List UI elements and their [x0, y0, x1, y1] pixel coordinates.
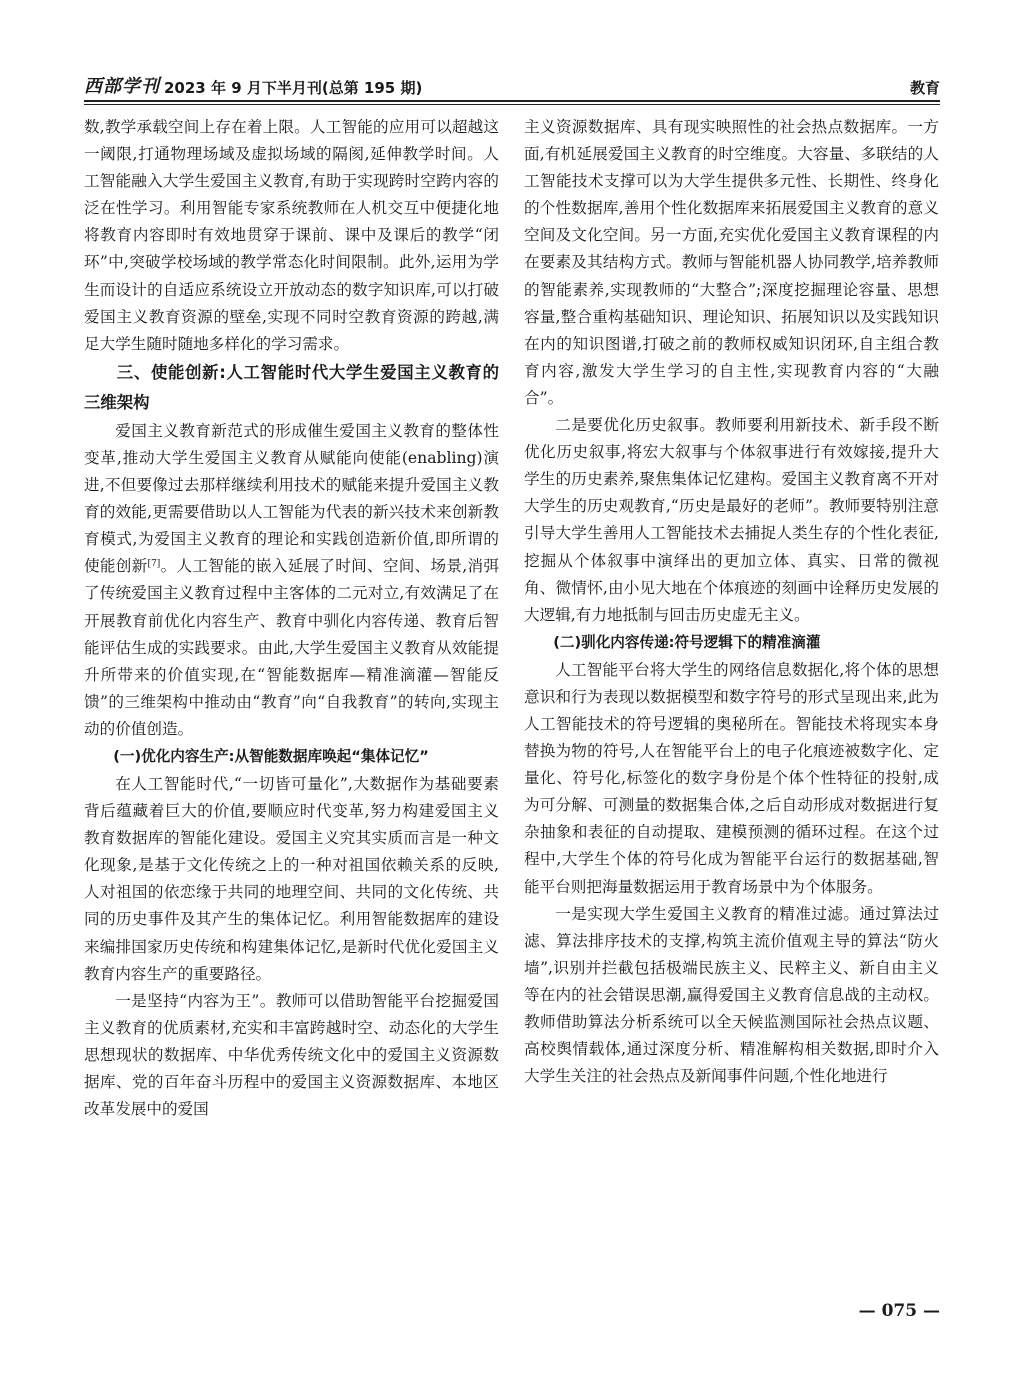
- citation-ref: [7]: [147, 559, 161, 570]
- section-name: 教育: [909, 79, 940, 97]
- left-column: [84, 114, 499, 1123]
- paragraph: 二是要优化历史叙事。教师要利用新技术、新手段不断优化历史叙事,将宏大叙事与个体叙事进行有效嫁接,提升大学生的历史素养,聚焦集体记忆建构。爱国主义教育离不开对大学生的历史观教育,“历史是最好的老师”。教师要特别注意引导大学生善用人工智能技术去捕捉人类生存的个性化表征,挖掘从个体叙事中演绎出的更加立体、真实、日常的微视角、微情怀,由小见大地在个体痕迹的刻画中诠释历史发展的大逻辑,有力地抵制与回击历史虚无主义。: [524, 416, 939, 624]
- paragraph-text: 。人工智能的嵌入延展了时间、空间、场景,消弭了传统爱国主义教育过程中主客体的二元对立,有效满足了在开展教育前优化内容生产、教育中驯化内容传递、教育后智能评估生成的实践要求。由此,大学生爱国主义教育从效能提升所带来的价值实现,在“智能数据库—精准滴灌—智能反馈”的三维架构中推动由“教育”向“自我教育”的转向,实现主动的价值创造。: [84, 557, 499, 738]
- paragraph: 在人工智能时代,“一切皆可量化”,大数据作为基础要素背后蕴藏着巨大的价值,要顺应时代变革,努力构建爱国主义教育数据库的智能化建设。爱国主义究其实质而言是一种文化现象,是基于文化传统之上的一种对祖国依赖关系的反映,人对祖国的依恋缘于共同的地理空间、共同的文化传统、共同的历史事件及其产生的集体记忆。利用智能数据库的建设来编排国家历史传统和构建集体记忆,是新时代优化爱国主义教育内容生产的重要路径。: [84, 774, 499, 983]
- page-number: — 075 —: [858, 1301, 940, 1321]
- header-left: [84, 72, 422, 98]
- running-header: [84, 68, 940, 98]
- issue-info: 2023 年 9 月下半月刊(总第 195 期): [164, 79, 423, 97]
- subsection-heading: (二)驯化内容传递:符号逻辑下的精准滴灌: [553, 633, 821, 651]
- paragraph: 一是实现大学生爱国主义教育的精准过滤。通过算法过滤、算法排序技术的支撑,构筑主流价值观主导的算法“防火墙”,识别并拦截包括极端民族主义、民粹主义、新自由主义等在内的社会错误思潮,赢得爱国主义教育信息战的主动权。教师借助算法分析系统可以全天候监测国际社会热点议题、高校舆情载体,通过深度分析、精准解构相关数据,即时介入大学生关注的社会热点及新闻事件问题,个性化地进行: [524, 904, 939, 1086]
- journal-logo: 西部学刊: [84, 76, 160, 97]
- right-column: [524, 114, 939, 1090]
- paragraph: 主义资源数据库、具有现实映照性的社会热点数据库。一方面,有机延展爱国主义教育的时空维度。大容量、多联结的人工智能技术支撑可以为大学生提供多元性、长期性、终身化的个性数据库,善用个性化数据库来拓展爱国主义教育的意义空间及文化空间。另一方面,充实优化爱国主义教育课程的内在要素及其结构方式。教师与智能机器人协同教学,培养教师的智能素养,实现教师的“大整合”;深度挖掘理论容量、思想容量,整合重构基础知识、理论知识、拓展知识以及实践知识在内的知识图谱,打破之前的教师权威知识闭环,自主组合教育内容,激发大学生学习的自主性,实现教育内容的“大融合”。: [524, 118, 939, 407]
- header-rule-thin: [84, 104, 940, 105]
- paragraph: 人工智能平台将大学生的网络信息数据化,将个体的思想意识和行为表现以数据模型和数字符号的形式呈现出来,此为人工智能技术的符号逻辑的奥秘所在。智能技术将现实本身替换为物的符号,人在智能平台上的电子化痕迹被数字化、定量化、符号化,标签化的数字身份是个体个性特征的投射,成为可分解、可测量的数据集合体,之后自动形成对数据进行复杂抽象和表征的自动提取、建模预测的循环过程。在这个过程中,大学生个体的符号化成为智能平台运行的数据基础,智能平台则把海量数据运用于教育场景中为个体服务。: [524, 660, 939, 896]
- paragraph: 数,教学承载空间上存在着上限。人工智能的应用可以超越这一阈限,打通物理场域及虚拟场域的隔阂,延伸教学时间。人工智能融入大学生爱国主义教育,有助于实现跨时空跨内容的泛在性学习。利用智能专家系统教师在人机交互中便捷化地将教育内容即时有效地贯穿于课前、课中及课后的教学“闭环”中,突破学校场域的教学常态化时间限制。此外,运用为学生而设计的自适应系统设立开放动态的数字知识库,可以打破爱国主义教育资源的壁垒,实现不同时空教育资源的跨越,满足大学生随时随地多样化的学习需求。: [84, 118, 499, 353]
- subsection-heading: (一)优化内容生产:从智能数据库唤起“集体记忆”: [113, 747, 429, 765]
- paragraph: 一是坚持“内容为王”。教师可以借助智能平台挖掘爱国主义教育的优质素材,充实和丰富跨越时空、动态化的大学生思想现状的数据库、中华优秀传统文化中的爱国主义资源数据库、党的百年奋斗历程中的爱国主义资源数据库、本地区改革发展中的爱国: [84, 991, 499, 1119]
- paragraph-text: 爱国主义教育新范式的形成催生爱国主义教育的整体性变革,推动大学生爱国主义教育从赋能向使能(enabling)演进,不但要像过去那样继续利用技术的赋能来提升爱国主义教育的效能,更需要借助以人工智能为代表的新兴技术来创新教育模式,为爱国主义教育的理论和实践创造新价值,即所谓的使能创新: [84, 421, 499, 576]
- section-heading: 三、使能创新:人工智能时代大学生爱国主义教育的三维架构: [84, 362, 499, 412]
- paragraph: [84, 418, 499, 743]
- header-rule: [84, 100, 940, 102]
